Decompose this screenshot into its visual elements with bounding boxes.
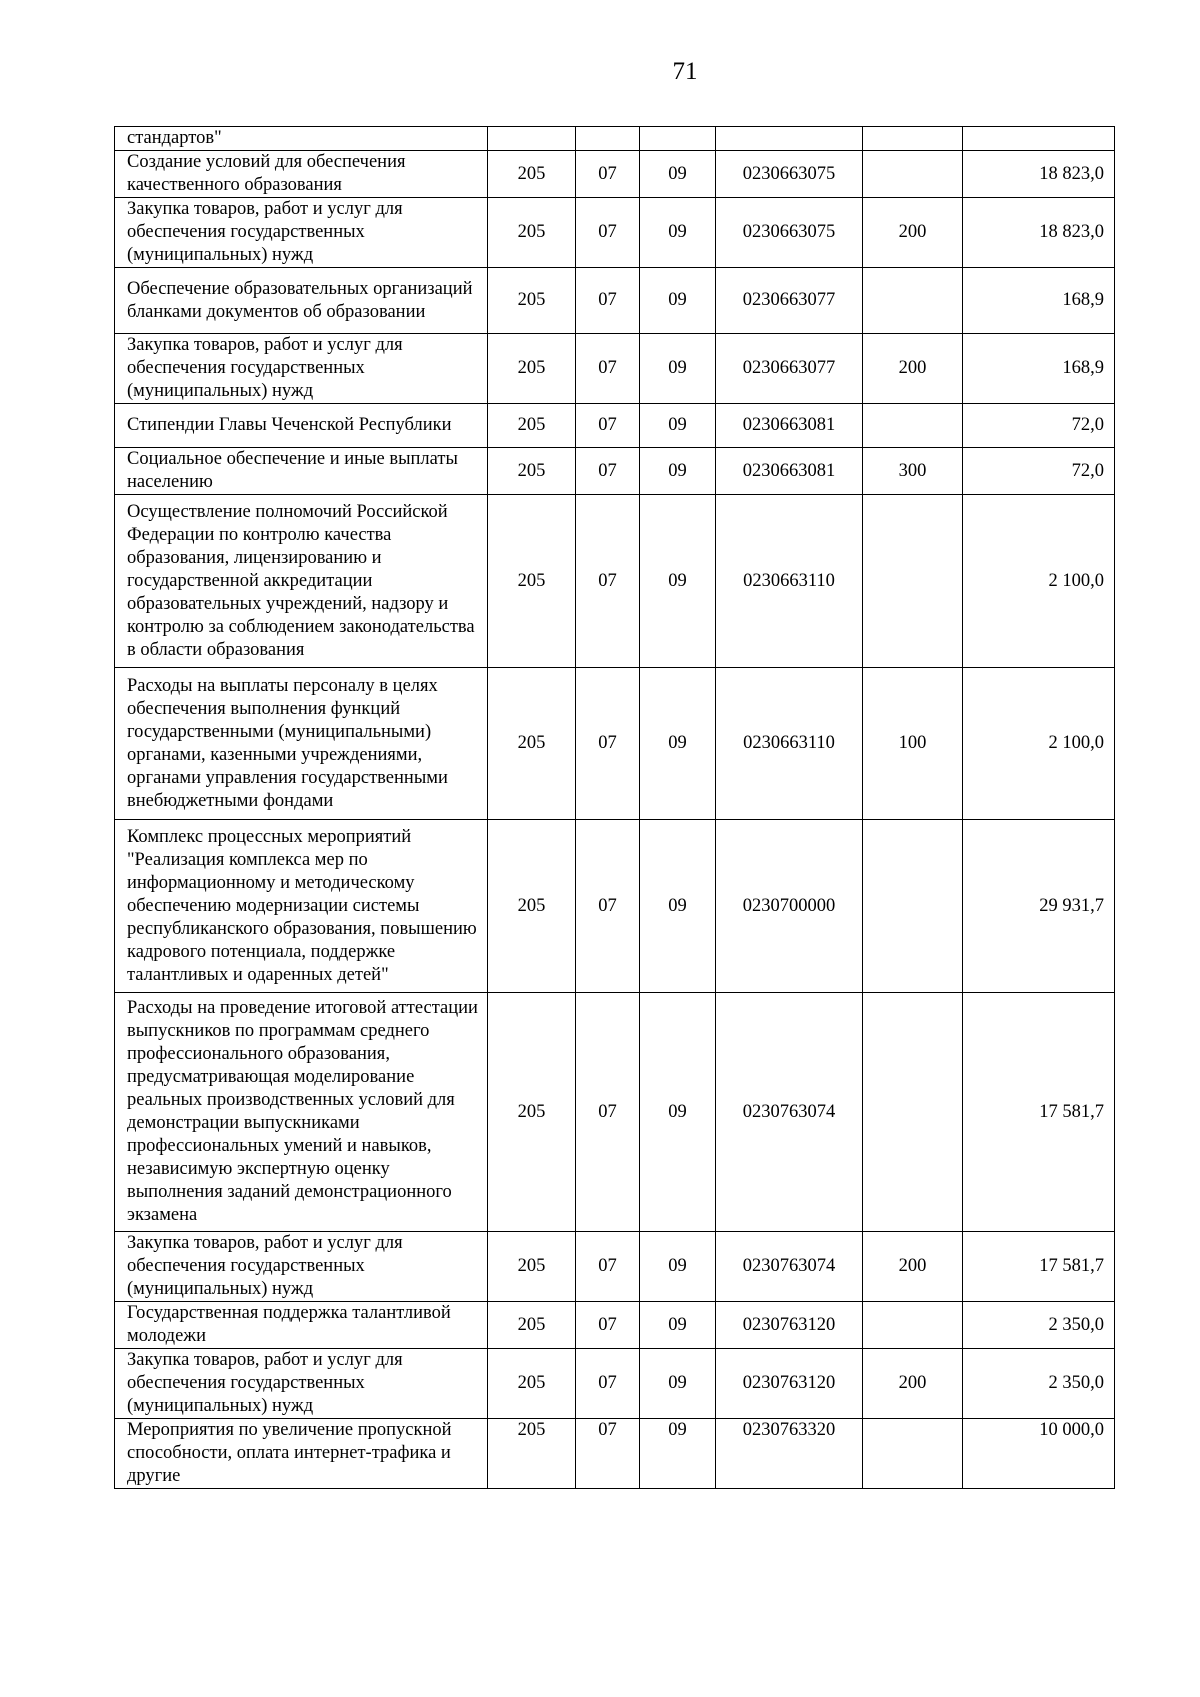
row-rz-cell: 07: [576, 495, 640, 668]
row-csr-cell: [716, 127, 863, 151]
row-amount-cell: 10 000,0: [963, 1419, 1115, 1489]
row-amount-cell: 2 100,0: [963, 668, 1115, 820]
row-rz-cell: 07: [576, 993, 640, 1232]
row-csr-cell: 0230763320: [716, 1419, 863, 1489]
row-name-cell: Закупка товаров, работ и услуг для обеспечения государственных (муниципальных) нужд: [115, 1349, 488, 1419]
table-row: [115, 1232, 1115, 1302]
budget-table-body: [115, 127, 1115, 1489]
table-row: [115, 198, 1115, 268]
row-amount-cell: 18 823,0: [963, 198, 1115, 268]
row-amount-cell: [963, 127, 1115, 151]
row-csr-cell: 0230663110: [716, 668, 863, 820]
row-pr-cell: 09: [640, 495, 716, 668]
row-csr-cell: 0230763120: [716, 1349, 863, 1419]
table-row: [115, 993, 1115, 1232]
row-csr-cell: 0230763074: [716, 993, 863, 1232]
row-rz-cell: 07: [576, 820, 640, 993]
row-gr-cell: 205: [488, 993, 576, 1232]
row-amount-cell: 2 350,0: [963, 1302, 1115, 1349]
row-vr-cell: [863, 993, 963, 1232]
row-pr-cell: 09: [640, 334, 716, 404]
row-pr-cell: 09: [640, 151, 716, 198]
table-row: [115, 495, 1115, 668]
row-vr-cell: 200: [863, 1349, 963, 1419]
table-row: [115, 268, 1115, 334]
table-row: [115, 1302, 1115, 1349]
row-csr-cell: 0230663075: [716, 198, 863, 268]
table-row: [115, 127, 1115, 151]
row-rz-cell: 07: [576, 268, 640, 334]
row-vr-cell: [863, 268, 963, 334]
table-row: [115, 151, 1115, 198]
row-gr-cell: 205: [488, 334, 576, 404]
row-gr-cell: 205: [488, 198, 576, 268]
row-gr-cell: 205: [488, 1302, 576, 1349]
row-vr-cell: [863, 404, 963, 448]
table-row: [115, 404, 1115, 448]
row-pr-cell: 09: [640, 448, 716, 495]
table-row: [115, 448, 1115, 495]
row-csr-cell: 0230663077: [716, 334, 863, 404]
row-name-cell: Создание условий для обеспечения качественного образования: [115, 151, 488, 198]
row-vr-cell: 100: [863, 668, 963, 820]
row-rz-cell: 07: [576, 1232, 640, 1302]
row-vr-cell: [863, 820, 963, 993]
row-csr-cell: 0230763120: [716, 1302, 863, 1349]
row-pr-cell: 09: [640, 1232, 716, 1302]
row-rz-cell: 07: [576, 151, 640, 198]
row-amount-cell: 168,9: [963, 268, 1115, 334]
row-vr-cell: 200: [863, 334, 963, 404]
row-gr-cell: 205: [488, 495, 576, 668]
row-amount-cell: 29 931,7: [963, 820, 1115, 993]
row-name-cell: Расходы на проведение итоговой аттестации выпускников по программам среднего профессионального образования, предусматривающая моделирование реальных производственных условий для демонстрации выпускниками профессиональных умений и навыков, независимую экспертную оценку выполнения заданий демонстрационного экзамена: [115, 993, 488, 1232]
row-csr-cell: 0230663081: [716, 404, 863, 448]
row-gr-cell: 205: [488, 1419, 576, 1489]
row-pr-cell: 09: [640, 268, 716, 334]
row-amount-cell: 2 100,0: [963, 495, 1115, 668]
row-csr-cell: 0230700000: [716, 820, 863, 993]
row-rz-cell: 07: [576, 404, 640, 448]
table-row: [115, 334, 1115, 404]
row-rz-cell: 07: [576, 334, 640, 404]
row-name-cell: Мероприятия по увеличение пропускной способности, оплата интернет-трафика и другие: [115, 1419, 488, 1489]
row-pr-cell: 09: [640, 1302, 716, 1349]
row-gr-cell: 205: [488, 1232, 576, 1302]
row-gr-cell: 205: [488, 404, 576, 448]
row-vr-cell: [863, 1302, 963, 1349]
row-vr-cell: [863, 495, 963, 668]
row-rz-cell: 07: [576, 668, 640, 820]
row-vr-cell: [863, 151, 963, 198]
row-amount-cell: 72,0: [963, 404, 1115, 448]
row-vr-cell: [863, 127, 963, 151]
page-number: 71: [672, 58, 698, 85]
row-name-cell: Комплекс процессных мероприятий "Реализация комплекса мер по информационному и методическому обеспечению модернизации системы республиканского образования, повышению кадрового потенциала, поддержке талантливых и одаренных детей": [115, 820, 488, 993]
row-amount-cell: 2 350,0: [963, 1349, 1115, 1419]
row-amount-cell: 72,0: [963, 448, 1115, 495]
row-pr-cell: 09: [640, 1419, 716, 1489]
row-name-cell: Стипендии Главы Чеченской Республики: [115, 404, 488, 448]
row-pr-cell: 09: [640, 404, 716, 448]
row-name-cell: Закупка товаров, работ и услуг для обеспечения государственных (муниципальных) нужд: [115, 198, 488, 268]
row-rz-cell: 07: [576, 448, 640, 495]
row-name-cell: Социальное обеспечение и иные выплаты населению: [115, 448, 488, 495]
row-csr-cell: 0230663075: [716, 151, 863, 198]
table-row: [115, 1419, 1115, 1489]
table-row: [115, 668, 1115, 820]
row-name-cell: Осуществление полномочий Российской Федерации по контролю качества образования, лицензированию и государственной аккредитации образовательных учреждений, надзору и контролю за соблюдением законодательства в области образования: [115, 495, 488, 668]
budget-table: [114, 126, 1115, 1489]
row-rz-cell: 07: [576, 198, 640, 268]
row-name-cell: Государственная поддержка талантливой молодежи: [115, 1302, 488, 1349]
row-pr-cell: 09: [640, 668, 716, 820]
row-name-cell: Расходы на выплаты персоналу в целях обеспечения выполнения функций государственными (муниципальными) органами, казенными учреждениями, органами управления государственными внебюджетными фондами: [115, 668, 488, 820]
row-csr-cell: 0230663077: [716, 268, 863, 334]
row-name-cell: Обеспечение образовательных организаций бланками документов об образовании: [115, 268, 488, 334]
row-amount-cell: 17 581,7: [963, 993, 1115, 1232]
row-gr-cell: [488, 127, 576, 151]
row-gr-cell: 205: [488, 820, 576, 993]
row-rz-cell: 07: [576, 1349, 640, 1419]
row-rz-cell: [576, 127, 640, 151]
row-rz-cell: 07: [576, 1302, 640, 1349]
row-pr-cell: [640, 127, 716, 151]
row-pr-cell: 09: [640, 993, 716, 1232]
table-row: [115, 820, 1115, 993]
row-vr-cell: 200: [863, 198, 963, 268]
row-pr-cell: 09: [640, 198, 716, 268]
row-name-cell: Закупка товаров, работ и услуг для обеспечения государственных (муниципальных) нужд: [115, 1232, 488, 1302]
row-pr-cell: 09: [640, 820, 716, 993]
row-csr-cell: 0230663110: [716, 495, 863, 668]
row-gr-cell: 205: [488, 448, 576, 495]
row-amount-cell: 17 581,7: [963, 1232, 1115, 1302]
row-name-cell: Закупка товаров, работ и услуг для обеспечения государственных (муниципальных) нужд: [115, 334, 488, 404]
row-amount-cell: 168,9: [963, 334, 1115, 404]
row-amount-cell: 18 823,0: [963, 151, 1115, 198]
row-vr-cell: 200: [863, 1232, 963, 1302]
row-name-cell: стандартов": [115, 127, 488, 151]
row-gr-cell: 205: [488, 151, 576, 198]
row-gr-cell: 205: [488, 668, 576, 820]
row-pr-cell: 09: [640, 1349, 716, 1419]
row-gr-cell: 205: [488, 1349, 576, 1419]
row-gr-cell: 205: [488, 268, 576, 334]
row-vr-cell: [863, 1419, 963, 1489]
row-csr-cell: 0230763074: [716, 1232, 863, 1302]
row-csr-cell: 0230663081: [716, 448, 863, 495]
table-row: [115, 1349, 1115, 1419]
row-vr-cell: 300: [863, 448, 963, 495]
row-rz-cell: 07: [576, 1419, 640, 1489]
